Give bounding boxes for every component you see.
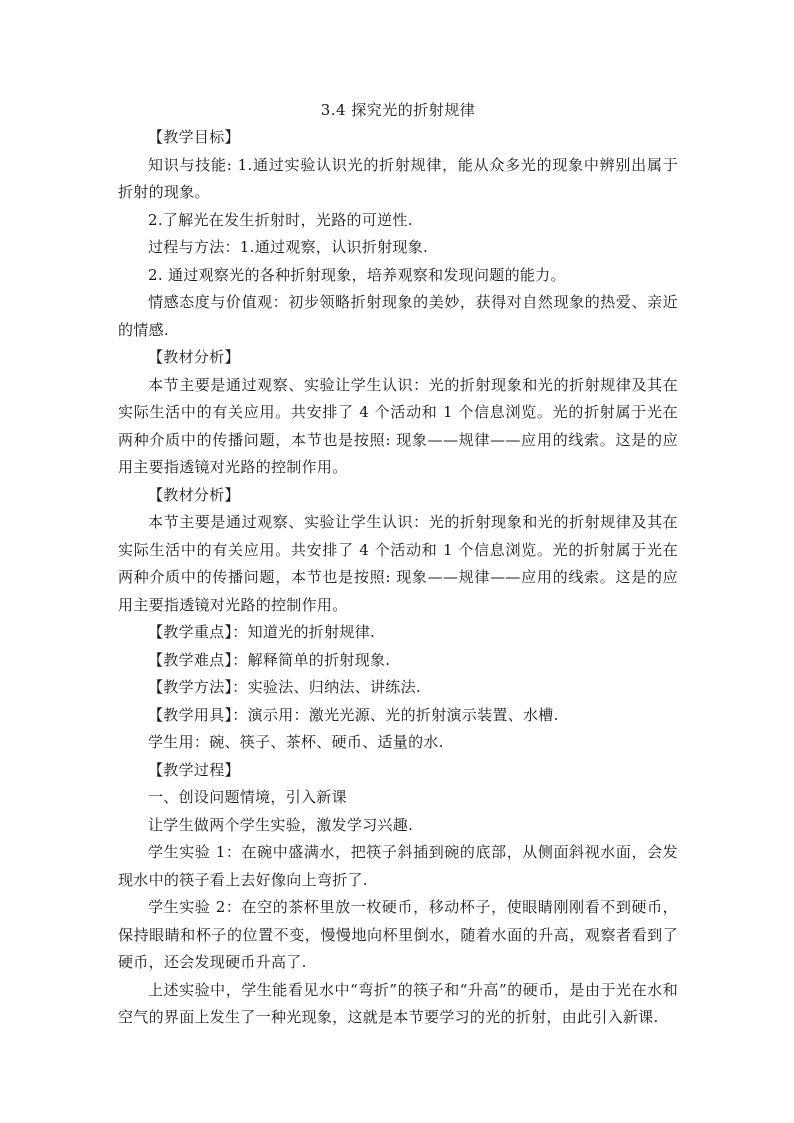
paragraph-knowledge-skills: 知识与技能: 1.通过实验认识光的折射规律，能从众多光的现象中辨别出属于折射的现象。: [118, 155, 678, 201]
paragraph-experiment-two: 学生实验 2：在空的茶杯里放一枚硬币，移动杯子，使眼睛刚刚看不到硬币，保持眼睛和杯子的位置不变，慢慢地向杯里倒水，随着水面的升高，观察者看到了硬币，还会发现硬币升高了.: [118, 898, 678, 971]
paragraph-conclusion: 上述实验中，学生能看见水中“弯折”的筷子和“升高”的硬币，是由于光在水和空气的界面上发生了一种光现象，这就是本节要学习的光的折射，由此引入新课.: [118, 980, 678, 1026]
paragraph-student-tools: 学生用：碗、筷子、茶杯、硬币、适量的水.: [148, 733, 444, 751]
paragraph-teaching-tools: 【教学用具】：演示用：激光光源、光的折射演示装置、水槽.: [148, 705, 559, 724]
paragraph-two-experiments: 让学生做两个学生实验，激发学习兴趣.: [148, 815, 414, 834]
paragraph-process-method: 过程与方法：1.通过观察，认识折射现象.: [148, 238, 429, 256]
paragraph-teaching-methods: 【教学方法】：实验法、归纳法、讲练法.: [148, 678, 421, 696]
section-heading-teaching-goals: 【教学目标】: [148, 128, 240, 146]
paragraph-material-analysis-repeat: 本节主要是通过观察、实验让学生认识：光的折射现象和光的折射规律及其在实际生活中的有关应用。共安排了 4 个活动和 1 个信息浏览。光的折射属于光在两种介质中的传播问题，本节也是按照: 现象——规律——应用的线索。这是的应用主要指透镜对光路的控制作用。: [118, 513, 678, 614]
paragraph-step-one: 一、创设问题情境，引入新课: [148, 788, 347, 806]
paragraph-key-points: 【教学重点】：知道光的折射规律.: [148, 623, 376, 641]
paragraph-reversibility: 2.了解光在发生折射时，光路的可逆性.: [148, 210, 413, 229]
paragraph-material-analysis: 本节主要是通过观察、实验让学生认识：光的折射现象和光的折射规律及其在实际生活中的有关应用。共安排了 4 个活动和 1 个信息浏览。光的折射属于光在两种介质中的传播问题，本节也是按照: 现象——规律——应用的线索。这是的应用主要指透镜对光路的控制作用。: [118, 375, 678, 476]
paragraph-experiment-one: 学生实验 1：在碗中盛满水，把筷子斜插到碗的底部，从侧面斜视水面，会发现水中的筷子看上去好像向上弯折了.: [118, 843, 678, 889]
section-heading-teaching-process: 【教学过程】: [148, 760, 240, 779]
paragraph-observation-ability: 2. 通过观察光的各种折射现象，培养观察和发现问题的能力。: [148, 265, 566, 284]
section-heading-material-analysis: 【教材分析】: [148, 348, 240, 366]
section-heading-material-analysis-repeat: 【教材分析】: [148, 485, 240, 504]
document-page: [118, 97, 678, 1032]
document-title: 3.4 探究光的折射规律: [320, 101, 476, 119]
paragraph-attitude-values: 情感态度与价值观：初步领略折射现象的美妙，获得对自然现象的热爱、亲近的情感.: [118, 293, 678, 339]
paragraph-difficulties: 【教学难点】：解释简单的折射现象.: [148, 650, 391, 669]
